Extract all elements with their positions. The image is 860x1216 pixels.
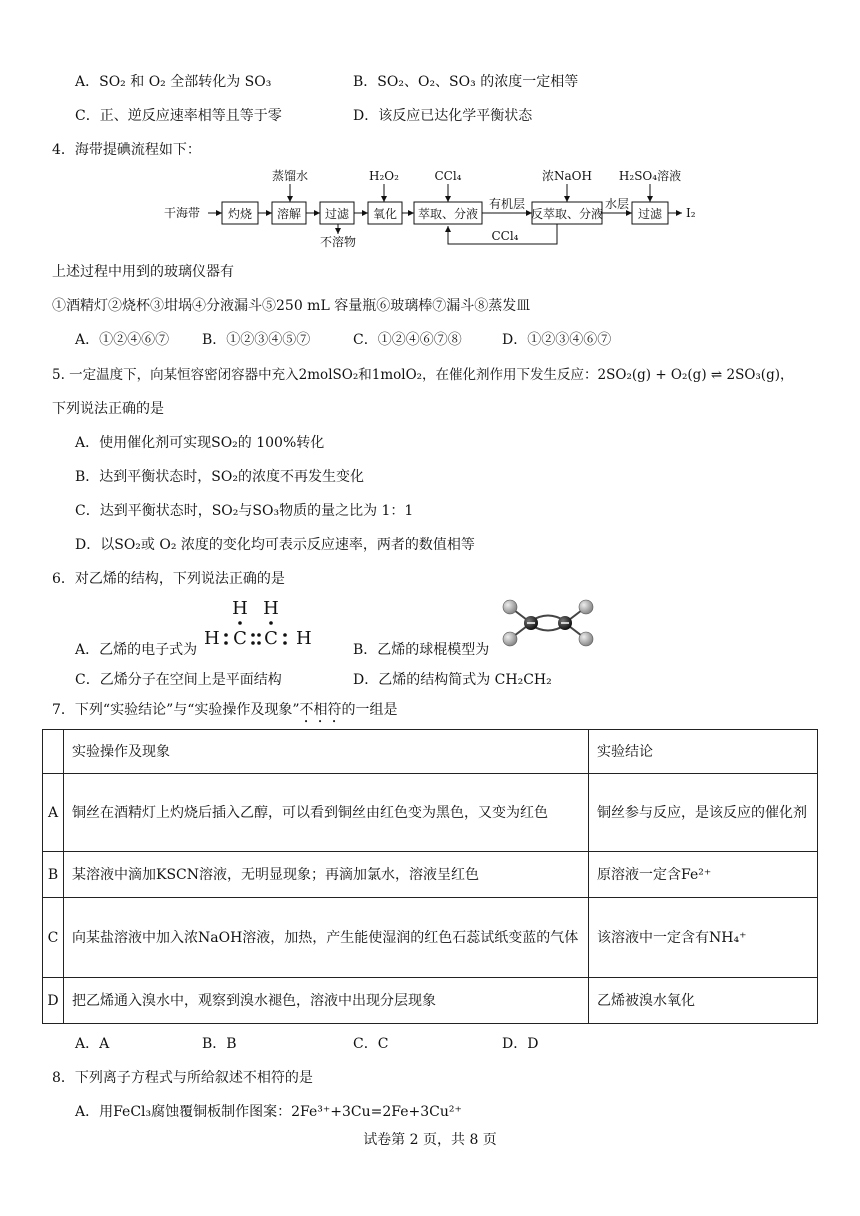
q4-option-d: D．①②③④⑥⑦ [502, 332, 612, 348]
table-cell: 铜丝在酒精灯上灼烧后插入乙醇，可以看到铜丝由红色变为黑色，又变为红色 [64, 774, 589, 852]
flow-box-5: 萃取、分液 [417, 207, 479, 221]
ef-h-left: H [204, 628, 220, 649]
table-cell: 原溶液一定含Fe²⁺ [589, 852, 818, 898]
q4-stem: 4．海带提碘流程如下： [52, 142, 201, 158]
flow-organic-layer: 有机层 [488, 197, 526, 211]
page-footer: 试卷第 2 页，共 8 页 [363, 1132, 497, 1148]
q6-option-a: A．乙烯的电子式为 [75, 642, 198, 658]
q7-option-c: C．C [353, 1036, 389, 1052]
q5-option-c: C．达到平衡状态时，SO₂与SO₃物质的量之比为 1：1 [75, 503, 414, 519]
q3-option-b: B．SO₂、O₂、SO₃ 的浓度一定相等 [353, 74, 579, 90]
q6-option-d: D．乙烯的结构简式为 CH₂CH₂ [353, 672, 552, 688]
ef-h-right: H [296, 628, 312, 649]
ethylene-electron-formula [204, 596, 316, 654]
table-header-row [43, 730, 818, 774]
table-cell: 把乙烯通入溴水中，观察到溴水褪色，溶液中出现分层现象 [64, 978, 589, 1024]
q6-option-c: C．乙烯分子在空间上是平面结构 [75, 672, 282, 688]
q4-line2: ①酒精灯②烧杯③坩埚④分液漏斗⑤250 mL 容量瓶⑥玻璃棒⑦漏斗⑧蒸发皿 [52, 298, 531, 314]
q7-stem [52, 700, 398, 726]
flow-product: I₂ [686, 206, 696, 220]
q7-stem-pre: 7．下列“实验结论”与“实验操作及现象” [52, 702, 300, 718]
q7-option-d: D．D [502, 1036, 539, 1052]
reagent-h2o2: H₂O₂ [369, 169, 399, 183]
q5-option-d: D．以SO₂或 O₂ 浓度的变化均可表示反应速率，两者的数值相等 [75, 537, 475, 553]
q3-option-a: A．SO₂ 和 O₂ 全部转化为 SO₃ [75, 74, 272, 90]
q7-table [42, 729, 818, 1024]
reagent-naoh: 浓NaOH [542, 169, 592, 183]
q5-stem: 5. 一定温度下，向某恒容密闭容器中充入2molSO₂和1molO₂，在催化剂作用下发生反应：2SO₂(g) + O₂(g) ⇌ 2SO₃(g)， [52, 367, 794, 383]
q8-option-a: A．用FeCl₃腐蚀覆铜板制作图案：2Fe³⁺+3Cu=2Fe+3Cu²⁺ [75, 1104, 462, 1120]
table-row [43, 852, 818, 898]
q4-line1: 上述过程中用到的玻璃仪器有 [52, 264, 234, 280]
table-row [43, 774, 818, 852]
table-cell-label: A [43, 774, 64, 852]
flow-box-6: 反萃取、分液 [530, 207, 604, 221]
table-cell-label: B [43, 852, 64, 898]
flow-box-7: 过滤 [637, 207, 663, 221]
reagent-distilled-water: 蒸馏水 [271, 169, 309, 183]
ethylene-ball-stick-model [498, 596, 598, 652]
q6-option-b: B．乙烯的球棍模型为 [353, 642, 490, 658]
q5-option-b: B．达到平衡状态时，SO₂的浓度不再发生变化 [75, 469, 364, 485]
flow-box-1: 灼烧 [227, 207, 253, 221]
kelp-iodine-flowchart [160, 168, 720, 250]
table-row [43, 978, 818, 1024]
q6-stem: 6．对乙烯的结构，下列说法正确的是 [52, 571, 285, 587]
reagent-ccl4: CCl₄ [434, 169, 462, 183]
table-cell-label: C [43, 898, 64, 978]
q4-option-b: B．①②③④⑤⑦ [202, 332, 311, 348]
q7-option-a: A．A [75, 1036, 110, 1052]
table-cell: 乙烯被溴水氧化 [589, 978, 818, 1024]
q8-stem: 8．下列离子方程式与所给叙述不相符的是 [52, 1070, 313, 1086]
flow-box-2: 溶解 [276, 207, 302, 221]
table-cell: 某溶液中滴加KSCN溶液，无明显现象；再滴加氯水，溶液呈红色 [64, 852, 589, 898]
table-cell: 向某盐溶液中加入浓NaOH溶液，加热，产生能使湿润的红色石蕊试纸变蓝的气体 [64, 898, 589, 978]
q7-stem-emphasis: 不相符 [299, 702, 342, 718]
flow-box-4: 氧化 [372, 207, 398, 221]
table-header-cell: 实验结论 [589, 730, 818, 774]
table-cell-label: D [43, 978, 64, 1024]
flow-start: 干海带 [164, 206, 201, 220]
table-header-cell: 实验操作及现象 [64, 730, 589, 774]
q7-option-b: B．B [202, 1036, 237, 1052]
ef-c-1: C [233, 628, 247, 649]
flow-recycle-ccl4: CCl₄ [491, 229, 519, 243]
q5-stem2: 下列说法正确的是 [52, 401, 164, 417]
q3-option-c: C．正、逆反应速率相等且等于零 [75, 108, 282, 124]
q3-option-d: D．该反应已达化学平衡状态 [353, 108, 533, 124]
ef-c-2: C [264, 628, 278, 649]
q5-option-a: A．使用催化剂可实现SO₂的 100%转化 [75, 435, 325, 451]
flow-byproduct: 不溶物 [319, 235, 357, 249]
table-cell: 铜丝参与反应，是该反应的催化剂 [589, 774, 818, 852]
q4-option-a: A．①②④⑥⑦ [75, 332, 170, 348]
q7-stem-post: 的一组是 [341, 702, 398, 718]
flow-water-layer: 水层 [604, 197, 630, 211]
ef-h-top-1: H [232, 598, 248, 619]
table-cell: 该溶液中一定含有NH₄⁺ [589, 898, 818, 978]
table-row [43, 898, 818, 978]
flow-box-3: 过滤 [324, 207, 350, 221]
q4-option-c: C．①②④⑥⑦⑧ [353, 332, 462, 348]
ef-h-top-2: H [263, 598, 279, 619]
reagent-h2so4: H₂SO₄溶液 [618, 169, 682, 183]
table-header-cell [43, 730, 64, 774]
